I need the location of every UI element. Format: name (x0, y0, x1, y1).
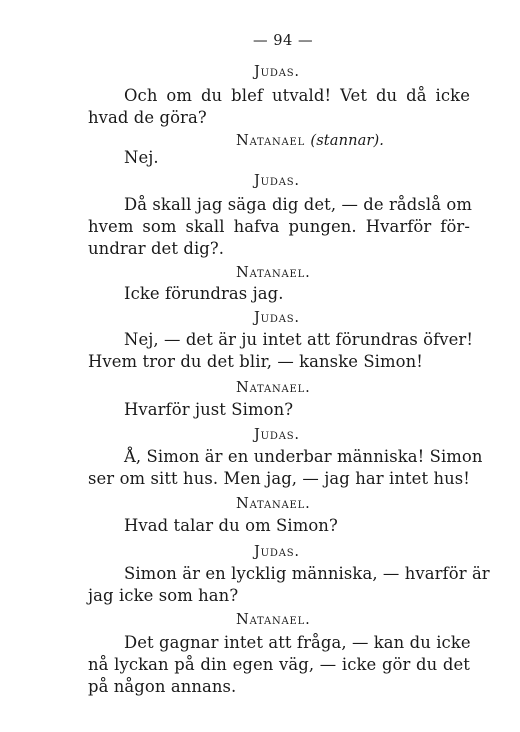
speaker-label: Natanael. (236, 611, 311, 628)
speaker-label: Judas. (254, 63, 300, 80)
text-line: Icke förundras jag. (124, 284, 284, 303)
text-line: hvem som skall hafva pungen. Hvarför för- (88, 217, 470, 236)
text-line: Hvad talar du om Simon? (124, 516, 338, 535)
text-line: jag icke som han? (88, 586, 239, 605)
text-line: Nej, — det är ju intet att förundras öfver! (124, 330, 474, 349)
text-line: Nej. (124, 148, 159, 167)
speaker-label: Natanael. (236, 495, 311, 512)
text-line: Hvem tror du det blir, — kanske Simon! (88, 352, 423, 371)
page-number: — 94 — (253, 32, 314, 49)
speaker-label: Judas. (254, 426, 300, 443)
text-line: Då skall jag säga dig det, — de rådslå om (124, 195, 473, 214)
stage-direction: (stannar). (310, 132, 384, 149)
text-line: nå lyckan på din egen väg, — icke gör du det (88, 655, 470, 674)
text-line: Hvarför just Simon? (124, 400, 294, 419)
speaker-line (236, 130, 384, 151)
text-line: Och om du blef utvald! Vet du då icke (124, 86, 470, 105)
text-line: hvad de göra? (88, 108, 207, 127)
speaker-label: Natanael. (236, 379, 311, 396)
text-line: Det gagnar intet att fråga, — kan du icke (124, 633, 471, 652)
text-line: Å, Simon är en underbar människa! Simon (124, 447, 483, 466)
speaker-label: Judas. (254, 309, 300, 326)
speaker-label: Judas. (254, 172, 300, 189)
speaker-label: Natanael (236, 132, 306, 149)
text-line: undrar det dig?. (88, 239, 225, 258)
speaker-label: Natanael. (236, 264, 311, 281)
text-line: på någon annans. (88, 677, 237, 696)
text-line: Simon är en lycklig människa, — hvarför är (124, 564, 490, 583)
text-line: ser om sitt hus. Men jag, — jag har intet hus! (88, 469, 470, 488)
speaker-label: Judas. (254, 543, 300, 560)
